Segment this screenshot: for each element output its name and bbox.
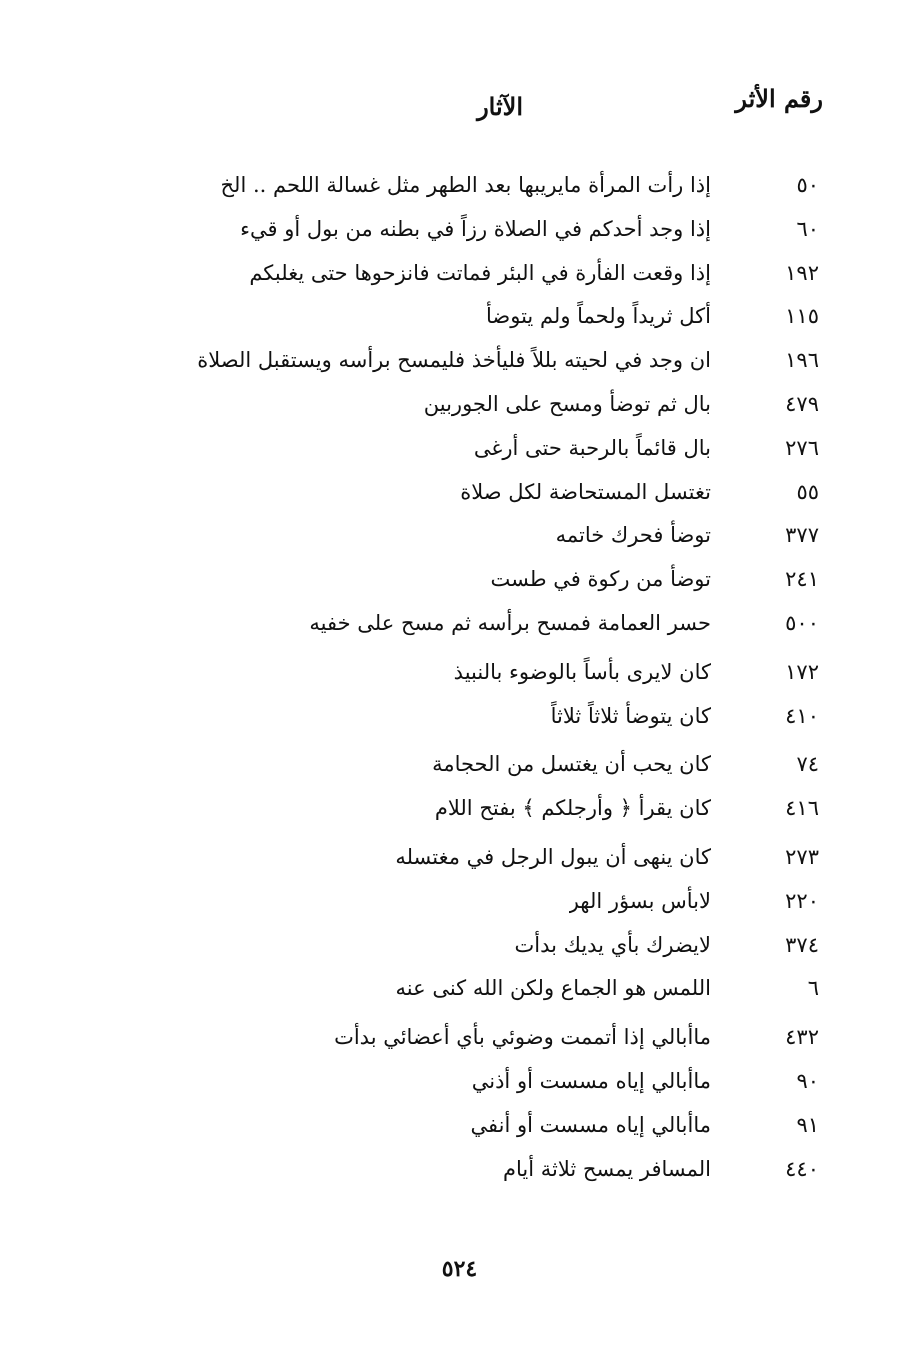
athar-text: أكل ثريداً ولحماً ولم يتوضأ — [486, 304, 711, 329]
athar-number: ٥٠٠ — [785, 610, 819, 635]
athar-number: ٣٧٧ — [785, 523, 819, 548]
list-item — [99, 299, 819, 343]
page-number: ٥٢٤ — [441, 1256, 478, 1282]
athar-number: ٩١ — [796, 1112, 819, 1137]
list-item — [99, 606, 819, 650]
list-item — [99, 655, 819, 699]
athar-number: ٢٢٠ — [785, 888, 819, 913]
athar-number: ٤٤٠ — [785, 1156, 819, 1181]
list-item — [99, 518, 819, 562]
list-item — [99, 747, 819, 791]
athar-number: ١٩٦ — [785, 348, 819, 373]
list-item — [99, 387, 819, 431]
athar-number: ٥٠ — [796, 173, 819, 197]
athar-text: توضأ من ركوة في طست — [490, 567, 711, 592]
athar-number: ١٧٢ — [785, 659, 819, 684]
list-item — [99, 256, 819, 300]
athar-number: ٤٧٩ — [785, 391, 819, 416]
list-item — [99, 791, 819, 835]
athar-number: ٦٠ — [796, 216, 819, 241]
list-item — [99, 1152, 819, 1196]
athar-text: إذا وجد أحدكم في الصلاة رزاً في بطنه من بول أو قيء — [240, 216, 711, 241]
athar-text: إذا وقعت الفأرة في البئر فماتت فانزحوها حتى يغلبكم — [249, 260, 711, 285]
list-item — [99, 168, 819, 212]
list-item — [99, 971, 819, 1015]
athar-number: ٤١٠ — [785, 703, 819, 728]
athar-number: ٦ — [807, 976, 819, 1001]
number-column-header: رقم الأثر — [735, 84, 823, 113]
list-item — [99, 475, 819, 519]
athar-text: ان وجد في لحيته بللاً فليأخذ فليمسح برأسه ويستقبل الصلاة — [197, 348, 711, 373]
list-item — [99, 884, 819, 928]
athar-text: حسر العمامة فمسح برأسه ثم مسح على خفيه — [309, 610, 711, 635]
athar-text: كان لايرى بأساً بالوضوء بالنبيذ — [453, 659, 711, 684]
athar-text: كان يتوضأ ثلاثاً ثلاثاً — [550, 703, 711, 728]
athar-text: المسافر يمسح ثلاثة أيام — [503, 1156, 711, 1181]
athar-text: بال ثم توضأ ومسح على الجوربين — [423, 391, 711, 416]
athar-number: ٥٥ — [796, 479, 819, 504]
list-item — [99, 840, 819, 884]
athar-number: ٢٧٦ — [785, 435, 819, 460]
athar-number: ١١٥ — [785, 304, 819, 329]
athar-text: لابأس بسؤر الهر — [568, 888, 711, 913]
list-item — [99, 343, 819, 387]
athar-text: كان ينهى أن يبول الرجل في مغتسله — [395, 844, 711, 869]
list-item — [99, 212, 819, 256]
table-header — [103, 84, 823, 132]
athar-number: ٣٧٤ — [785, 932, 819, 957]
list-item — [99, 1020, 819, 1064]
athar-text: توضأ فحرك خاتمه — [555, 523, 711, 548]
list-item — [99, 928, 819, 972]
athar-text: إذا رأت المرأة مايريبها بعد الطهر مثل غسالة اللحم .. الخ — [220, 173, 711, 197]
list-item — [99, 1108, 819, 1152]
athar-number: ٢٧٣ — [785, 844, 819, 869]
athar-number: ٩٠ — [796, 1068, 819, 1093]
athar-text: كان يحب أن يغتسل من الحجامة — [432, 752, 711, 777]
athar-text: بال قائماً بالرحبة حتى أرغى — [473, 435, 711, 460]
athar-number: ١٩٢ — [785, 260, 819, 285]
athar-number: ٢٤١ — [785, 567, 819, 592]
text-column-header: الآثار — [477, 92, 523, 121]
athar-text: لايضرك بأي يديك بدأت — [514, 932, 711, 957]
athar-text: كان يقرأ ﴿ وأرجلكم ﴾ بفتح اللام — [434, 796, 711, 821]
athar-text: تغتسل المستحاضة لكل صلاة — [460, 479, 711, 504]
athar-text: ماأبالي إياه مسست أو أذني — [471, 1068, 711, 1093]
athar-text: ماأبالي إذا أتممت وضوئي بأي أعضائي بدأت — [334, 1025, 711, 1050]
athar-list — [99, 168, 819, 1195]
athar-number: ٤٣٢ — [785, 1025, 819, 1050]
athar-number: ٤١٦ — [785, 796, 819, 821]
athar-number: ٧٤ — [796, 752, 819, 777]
list-item — [99, 562, 819, 606]
list-item — [99, 1064, 819, 1108]
athar-text: ماأبالي إياه مسست أو أنفي — [470, 1112, 711, 1137]
athar-text: اللمس هو الجماع ولكن الله كنى عنه — [395, 976, 711, 1001]
list-item — [99, 431, 819, 475]
list-item — [99, 699, 819, 743]
